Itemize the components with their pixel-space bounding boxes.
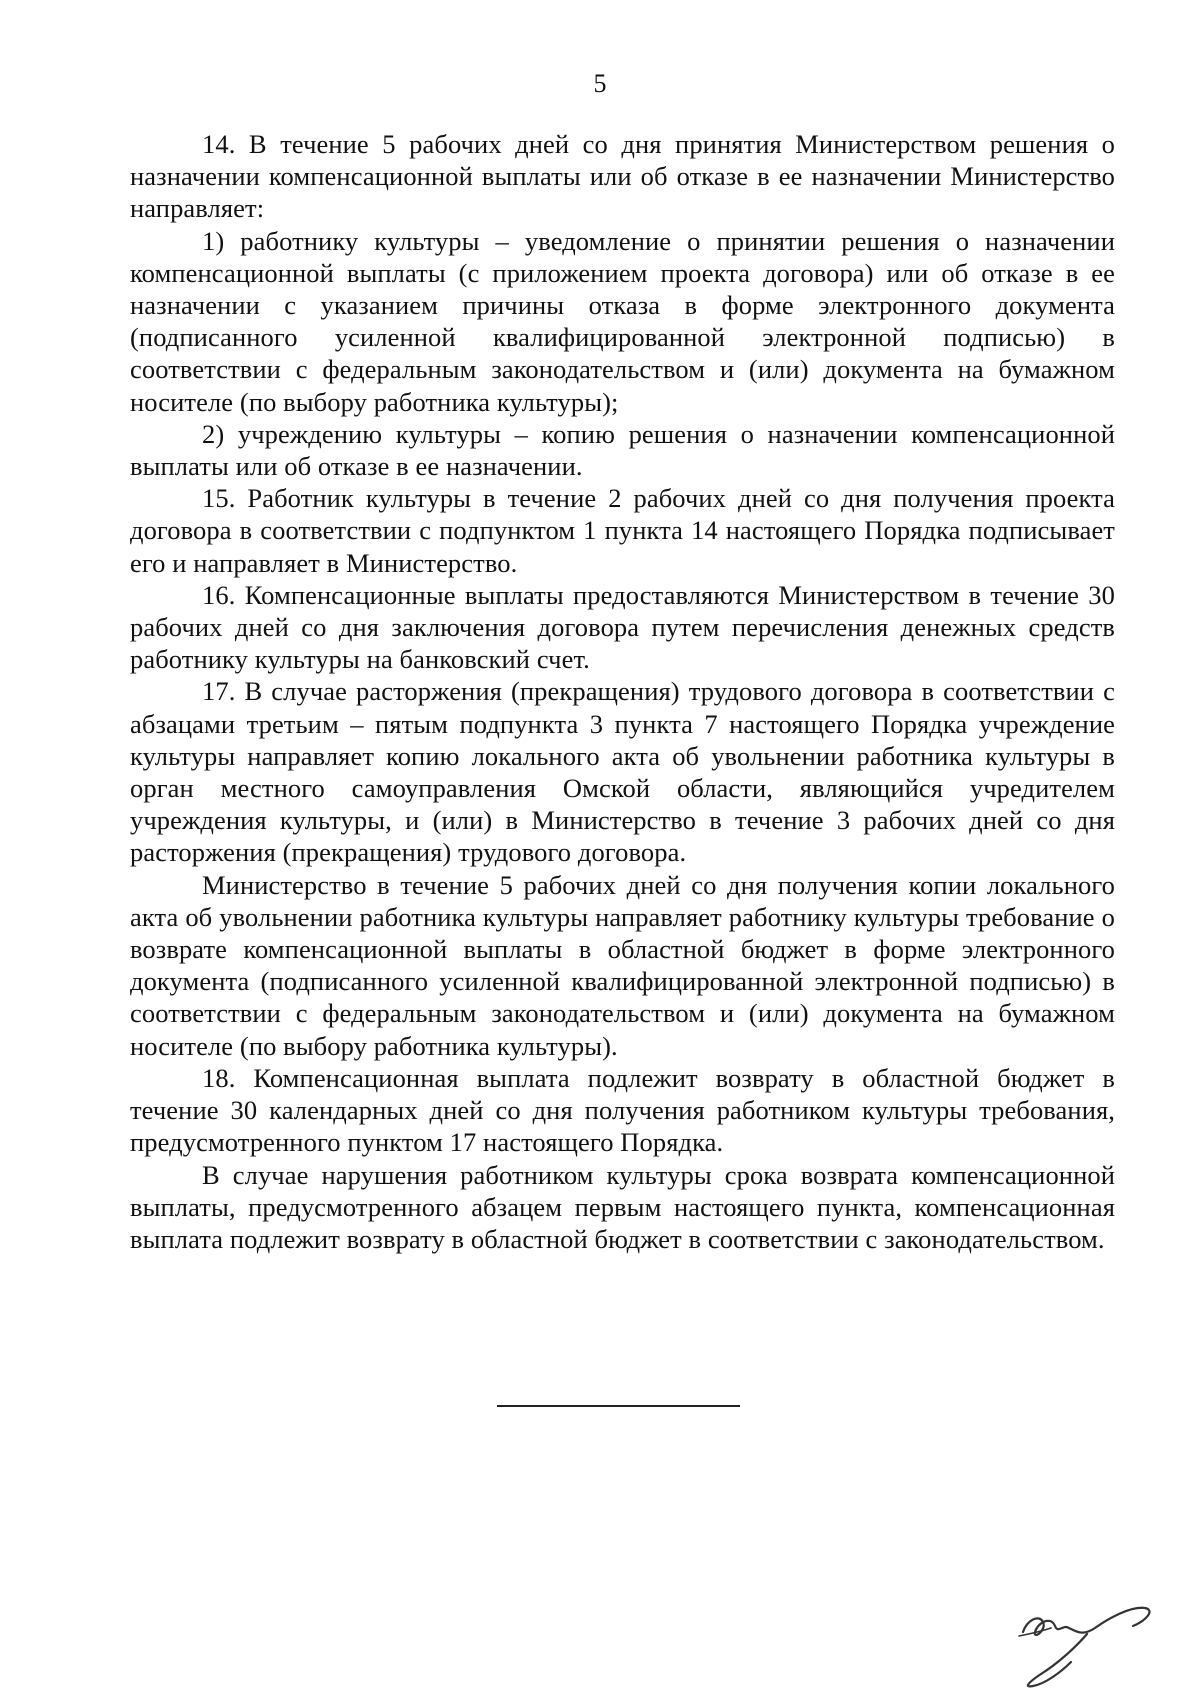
paragraph-17-continued: Министерство в течение 5 рабочих дней со дня получения копии локального акта об увольнении работника культуры направляет работнику культуры требование о возврате компенсационной выплаты в областной бюджет в форме электронного документа (подписанного усиленной квалифицированной электронной подписью) в соответствии с федеральным законодательством и (или) документа на бумажном носителе (по выбору работника культуры).	[130, 869, 1115, 1061]
paragraph-16: 16. Компенсационные выплаты предоставляются Министерством в течение 30 рабочих дней со дня заключения договора путем перечисления денежных средств работнику культуры на банковский счет.	[130, 579, 1115, 675]
end-separator-line	[497, 1405, 740, 1407]
paragraph-14: 14. В течение 5 рабочих дней со дня принятия Министерством решения о назначении компенсационной выплаты или об отказе в ее назначении Министерство направляет:	[130, 129, 1115, 224]
page-number: 5	[593, 69, 607, 98]
paragraph-14-subitem-2: 2) учреждению культуры – копию решения о назначении компенсационной выплаты или об отказе в ее назначении.	[130, 418, 1115, 482]
paragraph-18: 18. Компенсационная выплата подлежит возврату в областной бюджет в течение 30 календарных дней со дня получения работником культуры требования, предусмотренного пунктом 17 настоящего Порядка.	[130, 1062, 1115, 1158]
paragraph-18-continued: В случае нарушения работником культуры срока возврата компенсационной выплаты, предусмотренного абзацем первым настоящего пункта, компенсационная выплата подлежит возврату в областной бюджет в соответствии с законодательством.	[130, 1159, 1115, 1254]
handwritten-signature-icon	[1005, 1592, 1165, 1692]
paragraph-15: 15. Работник культуры в течение 2 рабочих дней со дня получения проекта договора в соответствии с подпунктом 1 пункта 14 настоящего Порядка подписывает его и направляет в Министерство.	[130, 483, 1115, 578]
document-body	[130, 128, 1115, 1255]
paragraph-17: 17. В случае расторжения (прекращения) трудового договора в соответствии с абзацами третьим – пятым подпункта 3 пункта 7 настоящего Порядка учреждение культуры направляет копию локального акта об увольнении работника культуры в орган местного самоуправления Омской области, являющийся учредителем учреждения культуры, и (или) в Министерство в течение 3 рабочих дней со дня расторжения (прекращения) трудового договора.	[130, 676, 1115, 868]
paragraph-14-subitem-1: 1) работнику культуры – уведомление о принятии решения о назначении компенсационной выплаты (с приложением проекта договора) или об отказе в ее назначении с указанием причины отказа в форме электронного документа (подписанного усиленной квалифицированной электронной подписью) в соответствии с федеральным законодательством и (или) документа на бумажном носителе (по выбору работника культуры);	[130, 225, 1115, 417]
